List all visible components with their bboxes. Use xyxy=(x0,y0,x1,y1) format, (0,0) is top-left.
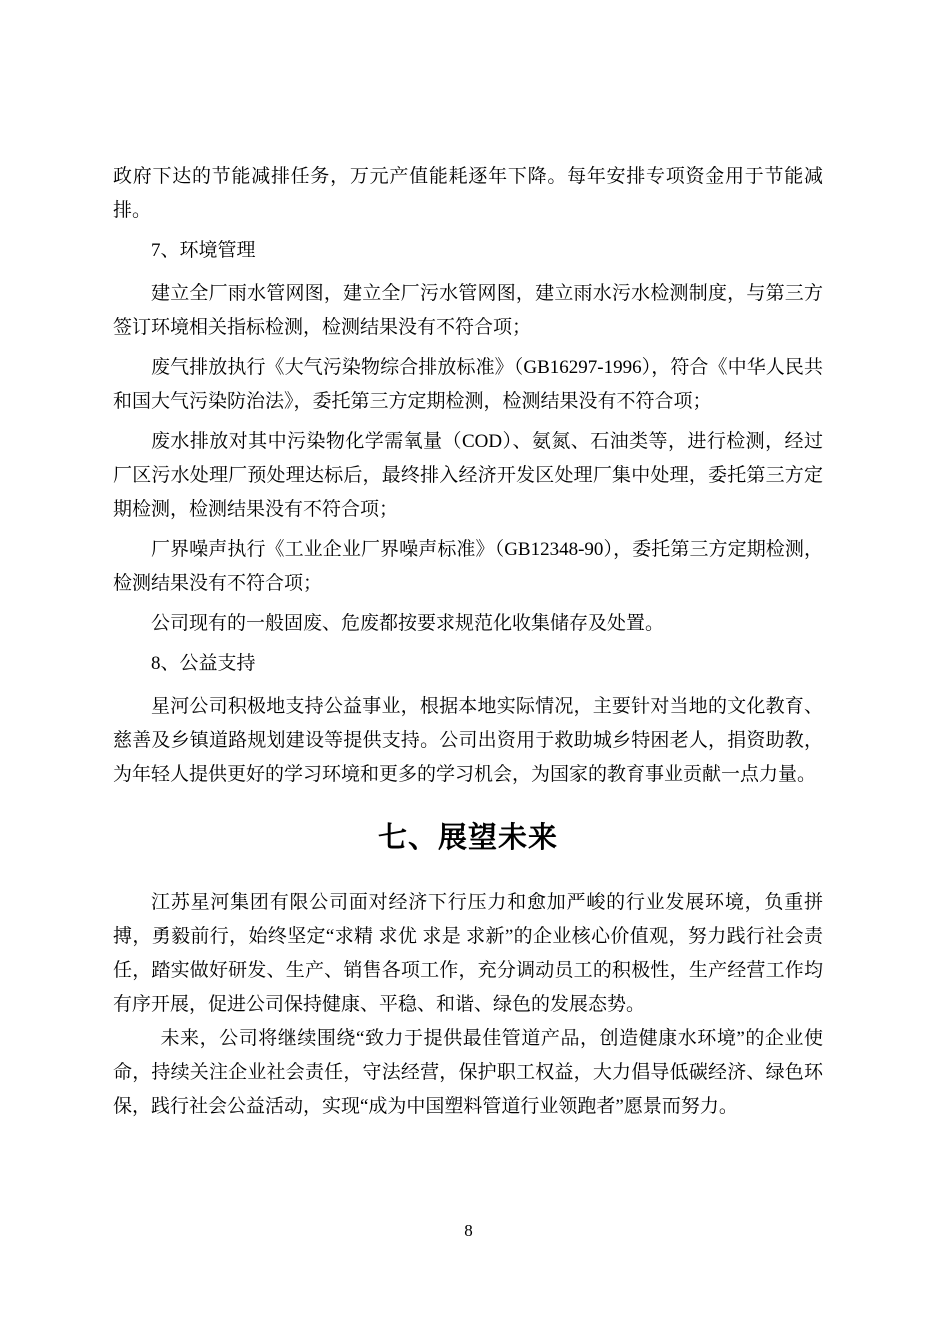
paragraph-energy-saving-continuation: 政府下达的节能减排任务，万元产值能耗逐年下降。每年安排专项资金用于节能减排。 xyxy=(113,166,823,221)
paragraph-exhaust-emission-standard: 废气排放执行《大气污染物综合排放标准》（GB16297-1996），符合《中华人民共和国大气污染防治法》，委托第三方定期检测，检测结果没有不符合项； xyxy=(113,357,823,412)
paragraph-wastewater-treatment: 废水排放对其中污染物化学需氧量（COD）、氨氮、石油类等，进行检测，经过厂区污水处理厂预处理达标后，最终排入经济开发区处理厂集中处理，委托第三方定期检测，检测结果没有不符合项； xyxy=(113,431,823,520)
section-heading-future-outlook: 七、展望未来 xyxy=(377,822,558,854)
paragraph-charity-support: 星河公司积极地支持公益事业，根据本地实际情况，主要针对当地的文化教育、慈善及乡镇道路规划建设等提供支持。公司出资用于救助城乡特困老人，捐资助教，为年轻人提供更好的学习环境和更多的学习机会，为国家的教育事业贡献一点力量。 xyxy=(113,696,823,785)
page-number: 8 xyxy=(464,1221,473,1240)
future-outlook-section xyxy=(113,886,823,1124)
paragraph-solid-waste-disposal: 公司现有的一般固废、危废都按要求规范化收集储存及处置。 xyxy=(151,613,665,634)
subheading-public-welfare-support: 8、公益支持 xyxy=(151,653,256,674)
document-body xyxy=(113,160,823,1124)
paragraph-pipe-network-monitoring: 建立全厂雨水管网图，建立全厂污水管网图，建立雨水污水检测制度，与第三方签订环境相关指标检测，检测结果没有不符合项； xyxy=(113,283,823,338)
paragraph-factory-noise-standard: 厂界噪声执行《工业企业厂界噪声标准》（GB12348-90），委托第三方定期检测，检测结果没有不符合项； xyxy=(113,539,823,594)
paragraph-core-values: 江苏星河集团有限公司面对经济下行压力和愈加严峻的行业发展环境，负重拼搏，勇毅前行，始终坚定“求精 求优 求是 求新”的企业核心价值观，努力践行社会责任，踏实做好研发、生产、销售各项工作，充分调动员工的积极性，生产经营工作均有序开展，促进公司保持健康、平稳、和谐、绿色的发展态势。 xyxy=(113,892,823,1015)
paragraph-future-mission: 未来，公司将继续围绕“致力于提供最佳管道产品，创造健康水环境”的企业使命，持续关注企业社会责任，守法经营，保护职工权益，大力倡导低碳经济、绿色环保，践行社会公益活动，实现“成为中国塑料管道行业领跑者”愿景而努力。 xyxy=(113,1028,823,1117)
subheading-environment-management: 7、环境管理 xyxy=(151,240,256,261)
